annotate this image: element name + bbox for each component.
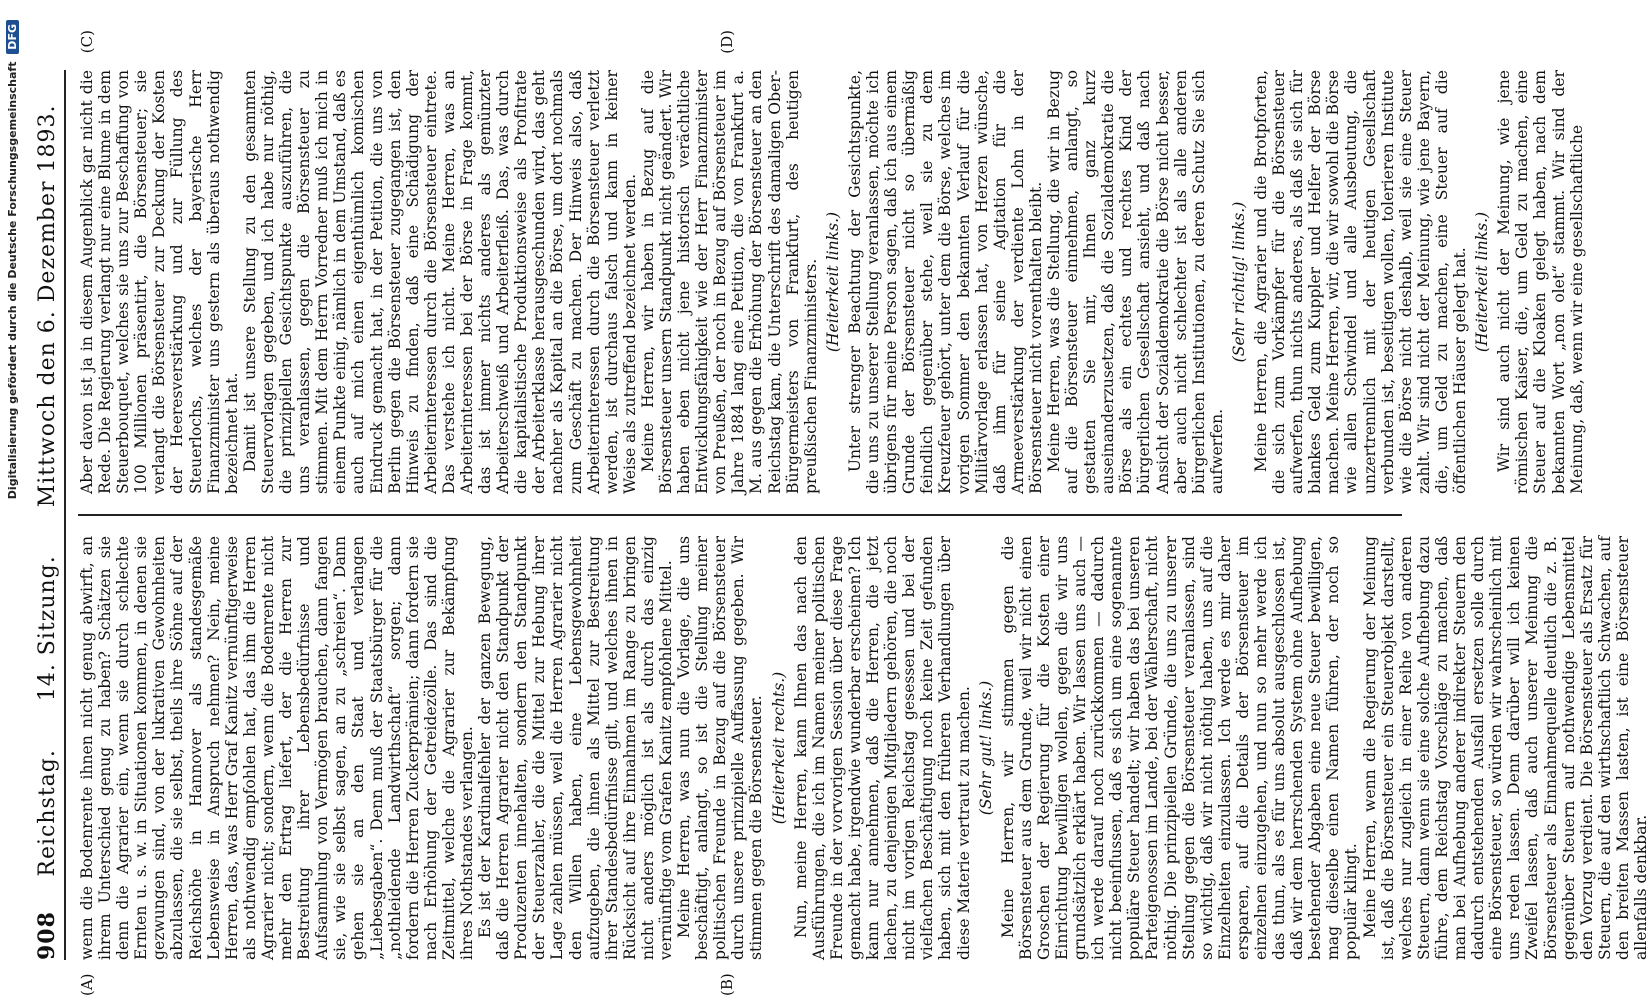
left-column bbox=[78, 535, 1650, 996]
right-column bbox=[78, 30, 1586, 494]
left-paragraph-6: Meine Herren, wenn die Regierung der Meinung ist, daß die Börsensteuer ein Steuerobjekt darstellt, welches nur zugleich in einer Reihe von anderen Steuern, dann wenn sie eine solche Aufhebung dazu führe, dem Reichstag Vorschläge zu machen, daß man bei Aufhebung anderer indirekter Steuern den dadurch entstehenden Ausfall ersetzen solle durch eine Börsensteuer, so würden wir wahrscheinlich mit uns reden lassen. Denn darüber will ich keinen Zweifel lassen, daß auch unserer Meinung die Börsensteuer als Einnahmequelle deutlich die z. B. gegenüber Steuern auf nothwendige Lebensmittel den Vorzug verdient. Die Börsensteuer als Ersatz für Steuern, die auf den wirthschaftlich Schwachen, auf den breiten Massen lasten, ist eine Börsensteuer allenfalls denkbar. bbox=[1360, 536, 1650, 960]
laughter-note-1: (Heiterkeit rechts.) bbox=[769, 671, 788, 825]
digitization-note bbox=[6, 0, 24, 1000]
right-paragraph-1: Aber davon ist ja in diesem Augenblick gar nicht die Rede. Die Regierung verlangt nur eine Blume in dem Steuerbouquet, welches sie uns zur Beschaffung von 100 Millionen präsentirt, die Börsensteuer; sie verlangt die Börsensteuer zur Deckung der Kosten der Heeresverstärkung und zur Füllung des Steuerlochs, welches der bayerische Herr Finanzminister uns gestern als überaus nothwendig bezeichnet hat. bbox=[78, 70, 241, 494]
right-paragraph-2: Damit ist unsere Stellung zu den gesammten Steuervorlagen gegeben, und ich habe nur nöthig, die prinzipiellen Gesichtspunkte auszuführen, die uns veranlassen, gegen die Börsensteuer zu stimmen. Mit dem Herrn Vorredner muß ich mich in einem Punkte einig, nämlich in dem Umstand, daß es auch auf mich einen eigenthümlich komischen Eindruck gemacht hat, in der Petition, die uns von Berlin gegen die Börsensteuer zugegangen ist, den Hinweis zu finden, daß eine Schädigung der Arbeiterinteressen durch die Börsensteuer eintrete. Das verstehe ich nicht. Meine Herren, was an Arbeiterinteressen bei der Börse in Frage kommt, das ist immer nichts anderes als gemünzter Arbeiterschweiß und Arbeiterfleiß. Das, was durch die kapitalistische Produktionsweise als Profitrate der Arbeiterklasse herausgeschunden wird, das geht nachher als Kapital an die Börse, um dort nochmals zum Geschäft zu machen. Der Hinweis also, daß Arbeiterinteressen durch die Börsensteuer verletzt werden, ist durchaus falsch und kann in keiner Weise als zutreffend bezeichnet werden. bbox=[240, 70, 639, 494]
header-date: Mittwoch den 6. Dezember 1893. bbox=[34, 104, 60, 508]
header-title bbox=[35, 70, 60, 911]
right-paragraph-3: Meine Herren, wir haben in Bezug auf die Börsensteuer unsern Standpunkt nicht geändert. Wir haben eben nicht jene historisch verächtliche Entwicklungsfähigkeit wie der Herr Finanzminister von Preußen, der noch in Bezug auf Börsensteuer im Jahre 1884 lang eine Petition, die von Frankfurt a. M. aus gegen die Erhöhung der Börsensteuer an den Reichstag kam, die Unterschrift des damaligen Ober-Bürgermeisters von Frankfurt, des heutigen preußischen Finanzministers. bbox=[638, 70, 820, 494]
marker-d: (D) bbox=[718, 30, 736, 54]
right-paragraph-7: Wir sind auch nicht der Meinung, wie jene römischen Kaiser, die, um Geld zu machen, eine Steuer auf die Kloaken gelegt haben, nach dem bekannten Wort „non olet“ stammt. Wir sind der Meinung, daß, wenn wir eine gesellschaftliche bbox=[1495, 70, 1586, 494]
left-paragraph-4: Nun, meine Herren, kann Ihnen das nach den Ausführungen, die ich im Namen meiner politischen Freunde in der vorvorigen Session über diese Frage gemacht habe, irgendwie wunderbar erscheinen? Ich kann nur annehmen, daß die Herren, die jetzt lachen, zu denjenigen Mitgliedern gehören, die noch nicht im vorigen Reichstag gesessen und bei der vielfachen Beschäftigung noch keine Zeit gefunden haben, sich mit den früheren Verhandlungen über diese Materie vertraut zu machen. bbox=[791, 536, 973, 960]
marker-c: (C) bbox=[78, 30, 96, 54]
header-session: 14. Sitzung. bbox=[34, 555, 60, 702]
dfg-logo: DFG bbox=[6, 20, 19, 54]
left-paragraph-1: wenn die Bodenrente ihnen nicht genug abwirft, an ihrem Unterschied genug zu haben? Schätzen sie denn die Agrarier ein, wenn sie durch schlechte Ernten u. s. w. in Situationen kommen, in denen sie gezwungen sind, von der lukrativen Gewohnheiten abzulassen, die sie selbst, theils ihre Söhne auf der Reichshöhe in Hannover als standesgemäße Lebensweise in Anspruch nehmen? Nein, meine Herren, das, was Herr Graf Kanitz vernünftigerweise als nothwendig empfohlen hat, das ihm die Herren Agrarier nicht; sondern, wenn die Bodenrente nicht mehr den Ertrag liefert, der die Herren zur Bestreitung ihrer Lebensbedürfnisse und Aufsammlung von Vermögen brauchen, dann fangen sie, wie sie selbst sagen, an zu „schreien“. Dann gehen sie an den Staat und verlangen „Liebesgaben“. Denn muß der Staatsbürger für die „nothleidende Landwirthschaft“ sorgen; dann fordern die Herren Zuckerprämien; dann fordern sie nach Erhöhung der Getreidezölle. Das sind die Zeitmittel, welche die Agrarier zur Bekämpfung ihres Nothstandes verlangen. bbox=[78, 536, 476, 960]
running-header bbox=[30, 70, 66, 960]
page-number: 908 bbox=[34, 911, 60, 960]
column-divider bbox=[78, 514, 1402, 516]
left-paragraph-3: Meine Herren, was nun die Vorlage, die uns beschäftigt, anlangt, so ist die Stellung meiner politischen Freunde in Bezug auf die Börsensteuer durch unsere prinzipielle Auffassung gegeben. Wir stimmen gegen die Börsensteuer. bbox=[675, 536, 766, 960]
marker-a: (A) bbox=[78, 973, 96, 996]
text-columns bbox=[78, 30, 1650, 996]
left-paragraph-2: Es ist der Kardinalfehler der ganzen Bewegung, daß die Herren Agrarier nicht den Standpunkt der Produzenten innehalten, sondern den Standpunkt der Steuerzahler, die die Mittel zur Hebung ihrer Lage zahlen müssen, weil die Herren Agrarier nicht den Willen haben, eine Lebensgewohnheit aufzugeben, die ihnen als Mittel zur Bestreitung ihrer Standesbedürfnisse gilt, und welches ihnen in Rücksicht auf ihre Einnahmen im Range zu bringen nicht anders möglich ist als durch das einzig vernünftige vom Grafen Kanitz empfohlene Mittel. bbox=[476, 536, 675, 960]
laughter-note-2: (Heiterkeit links.) bbox=[823, 211, 842, 353]
right-paragraph-6: Meine Herren, die Agrarier und die Brotpforten, die sich zum Vorkämpfer für die Börsensteuer aufwerfen, thun nichts anderes, als daß sie sich für blankes Geld zum Kuppler und Helfer der Börse machen. Meine Herren, wir, die wir sowohl die Börse wie allen Schwindel und alle Ausbeutung, die unzertrennlich mit der heutigen Gesellschaft verbunden ist, beseitigen wollen, tolerieren Institute wie die Börse nicht deshalb, weil sie eine Steuer zahlt. Wir sind nicht der Meinung, wie jene Bayern, die, um Geld zu machen, eine Steuer auf die öffentlichen Häuser gelegt hat. bbox=[1252, 70, 1470, 494]
left-paragraph-5: Meine Herren, wir stimmen gegen die Börsensteuer aus dem Grunde, weil wir nicht einen Groschen der Regierung für die Kosten einer Einrichtung bewilligen wollen, gegen die wir uns grundsätzlich erklärt haben. Wir lassen uns auch — ich werde darauf noch zurückkommen — dadurch nicht beeinflussen, daß es sich um eine sogenannte populäre Steuer handelt; wir haben das bei unseren Parteigenossen im Lande, bei der Wählerschaft, nicht nöthig. Die prinzipiellen Gründe, die uns zu unserer Stellung gegen die Börsensteuer veranlassen, sind so wichtig, daß wir nicht nöthig haben, uns auf die Einzelheiten einzulassen. Ich werde es mir daher ersparen, auf die Details der Börsensteuer im einzelnen einzugehen, und nun so mehr werde ich das thun, als es für uns absolut ausgeschlossen ist, daß wir dem herrschenden System ohne Aufhebung bestehender Abgaben eine neue Steuer bewilligen, mag dieselbe einen Namen führen, der noch so populär klingt. bbox=[998, 535, 1361, 960]
applause-note-2: (Sehr richtig! links.) bbox=[1229, 201, 1248, 363]
applause-note-1: (Sehr gut! links.) bbox=[976, 680, 995, 816]
header-body: Reichstag. bbox=[34, 749, 60, 877]
right-paragraph-5: Meine Herren, was die Stellung, die wir in Bezug auf die Börsensteuer einnehmen, anlangt, so gestatten Sie mir, Ihnen ganz kurz auseinanderzusetzen, daß die Sozialdemokratie die Börse als ein echtes und rechtes Kind der bürgerlichen Gesellschaft ansieht, und daß nach Ansicht der Sozialdemokratie die Börse nicht besser, aber auch nicht schlechter ist als alle anderen bürgerlichen Institutionen, zu deren Schutz Sie sich aufwerfen. bbox=[1044, 70, 1226, 494]
laughter-note-3: (Heiterkeit links.) bbox=[1473, 211, 1492, 353]
digitization-note-text: Digitalisierung gefördert durch die Deutsche Forschungsgemeinschaft bbox=[6, 61, 19, 500]
marker-b: (B) bbox=[718, 973, 736, 996]
right-paragraph-4: Unter strenger Beachtung der Gesichtspunkte, die uns zu unserer Stellung veranlassen, möchte ich übrigens für meine Person sagen, daß ich aus einem Grunde der Börsensteuer nicht so übermäßig feindlich gegenüber stehe, weil sie zu dem Kreuzfeuer gehört, unter dem die Börse, welches im vorigen Sommer den bekannten Verlauf für die Militärvorlage erlassen hat, von Herzen wünsche, daß ihm für seine Agitation für die Armeeverstärkung der verdiente Lohn in der Börsensteuer nicht vorenthalten bleibt. bbox=[845, 70, 1045, 494]
